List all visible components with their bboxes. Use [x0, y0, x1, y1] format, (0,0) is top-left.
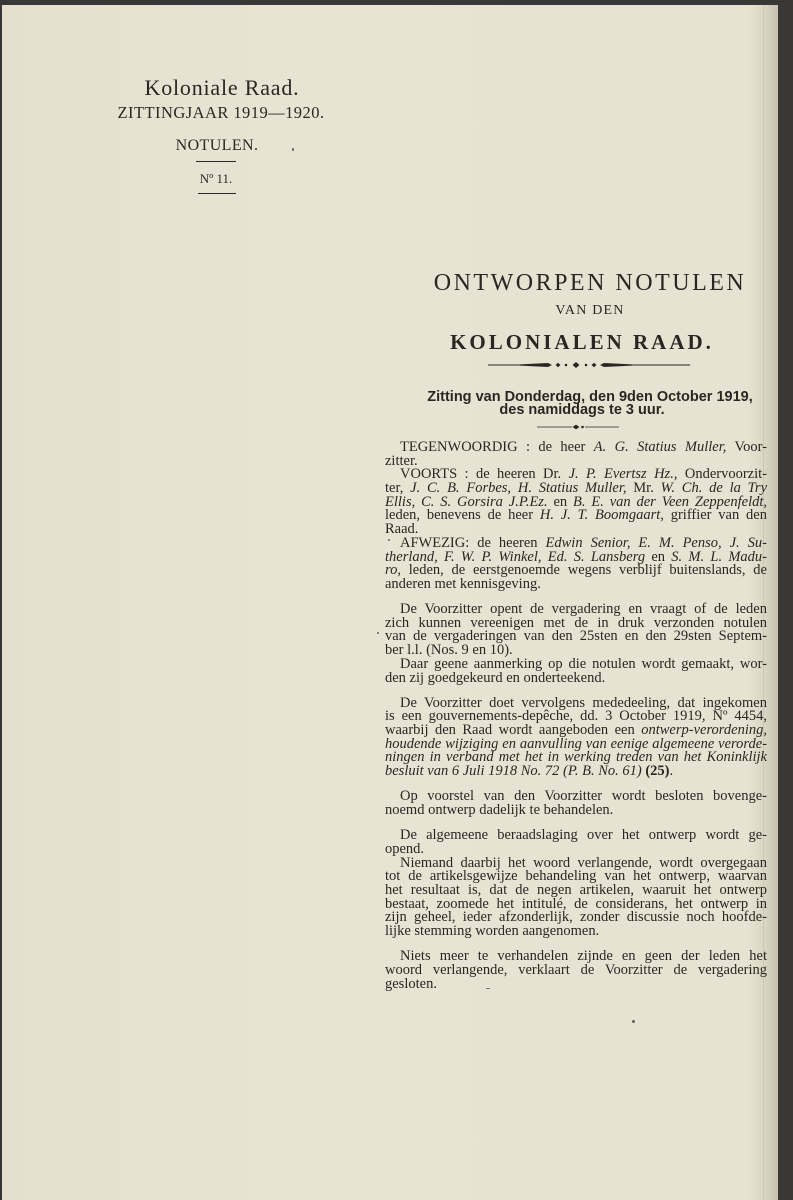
italic-text: therland, F. W. P. Winkel, Ed. S. Lansberg	[385, 548, 646, 565]
ornamental-rule	[486, 359, 692, 371]
text: den zij goedgekeurd en onderteekend.	[385, 669, 606, 686]
minutes-section	[385, 829, 767, 939]
text: woord verlangende, verklaart de Voorzitter de vergadering	[385, 961, 767, 978]
italic-text: ro,	[385, 562, 401, 579]
ornament-diamond	[573, 425, 580, 430]
text: TEGENWOORDIG : de heer	[400, 439, 594, 455]
paragraph	[385, 441, 767, 468]
paragraph	[385, 603, 767, 658]
paragraph	[385, 790, 767, 817]
text-line	[385, 829, 767, 843]
text: Daar geene aanmerking op die notulen wordt gemaakt, wor-	[400, 655, 767, 672]
bold-text: (25)	[645, 763, 670, 780]
text: bestaat, zoomede het intitulé, de considerans, het ontwerp in	[385, 895, 767, 912]
italic-text: W. Ch. de la Try	[660, 480, 768, 497]
text-line	[385, 804, 767, 818]
italic-text: B. E. van der Veen Zeppenfeldt,	[573, 493, 768, 510]
minutes-section	[385, 950, 767, 991]
text: griffier van den	[663, 507, 767, 524]
paragraph	[385, 854, 767, 939]
text-line	[385, 669, 767, 686]
scan-speck	[377, 632, 379, 634]
text: lijke stemming worden aangenomen.	[385, 923, 600, 939]
paragraph	[385, 694, 767, 780]
text: opend.	[385, 840, 425, 857]
text: Mr.	[626, 480, 661, 497]
text: Op voorstel van den Voorzitter wordt besloten bovenge-	[400, 788, 767, 805]
text: zijn geheel, ieder afzonderlijk, zonder discussie noch hoofde-	[385, 909, 767, 926]
text: ter,	[385, 480, 411, 497]
text: zitter.	[385, 452, 418, 469]
small-ornamental-rule	[535, 422, 621, 432]
text-line	[385, 961, 767, 978]
ornament-diamond	[573, 362, 580, 368]
text-line	[385, 975, 767, 992]
text: De Voorzitter opent de vergadering en vraagt of de leden	[400, 601, 767, 618]
text: .	[669, 763, 674, 780]
text: AFWEZIG: de heeren	[400, 534, 546, 551]
text: Niets meer te verhandelen zijnde en geen der leden het	[400, 948, 767, 965]
text: ber l.l. (Nos. 9 en 10).	[385, 642, 513, 659]
text: is een gouvernements-depêche, dd. 3 October 1919, Nº 4454,	[385, 708, 767, 725]
italic-text: S. M. L. Madu-	[671, 548, 767, 565]
italic-text: Edwin Senior, E. M. Penso, J. Su-	[545, 534, 767, 551]
text: gesloten.	[385, 975, 437, 992]
text: noemd ontwerp dadelijk te behandelen.	[385, 802, 614, 818]
minutes-body	[385, 441, 767, 991]
session-date: Zitting van Donderdag, den 9den October 1919,	[427, 389, 753, 405]
text-line	[385, 765, 767, 779]
minutes-section	[385, 441, 767, 592]
text: anderen met kennisgeving.	[385, 575, 541, 592]
header-rule	[196, 161, 236, 162]
council-heading: Koloniale Raad.	[144, 75, 300, 100]
italic-text: ningen in verband met het in werking treden van het Koninklijk	[385, 749, 767, 766]
text: Niemand daarbij het woord verlangende, wordt overgegaan	[400, 854, 767, 871]
italic-text: houdende wijziging en aanvulling van eenige algemeene verorde-	[385, 735, 767, 752]
ornament-diamond	[592, 363, 597, 367]
text-line	[385, 509, 767, 523]
ornament-dot	[565, 364, 568, 367]
council-title: KOLONIALEN RAAD.	[450, 330, 714, 354]
text: Ondervoorzit-	[677, 466, 767, 483]
text-line	[385, 925, 767, 939]
italic-text: Ellis, C. S. Gorsira J.P.Ez.	[385, 493, 548, 510]
ornament-dot	[585, 364, 588, 367]
text: Voor-	[726, 439, 767, 455]
ornament-wedge-right	[600, 363, 632, 367]
text: De Voorzitter doet vervolgens mededeeling, dat ingekomen	[400, 694, 767, 711]
text-line	[385, 575, 767, 592]
ornament-diamond	[556, 363, 561, 367]
paragraph	[385, 829, 767, 856]
text: en	[645, 548, 672, 565]
text: en	[547, 493, 573, 510]
text: leden, de eerstgenoemde wegens verblijf buitenslands, de	[400, 562, 767, 579]
minutes-section	[385, 603, 767, 685]
section-label: NOTULEN.	[175, 137, 259, 154]
scan-speck	[632, 1020, 635, 1023]
session-year: ZITTINGJAAR 1919—1920.	[117, 103, 325, 122]
paragraph	[385, 655, 767, 686]
paragraph	[385, 534, 767, 592]
text-line	[385, 441, 767, 455]
text: van de vergaderingen van den 25sten en den 29sten Septem-	[385, 628, 767, 645]
text: het resultaat is, dat de negen artikelen, waaruit het ontwerp	[385, 881, 767, 898]
italic-text: besluit van 6 Juli 1918 No. 72 (P. B. No. 61)	[385, 763, 642, 780]
session-time: des namiddags te 3 uur.	[499, 402, 665, 418]
minutes-section	[385, 694, 767, 780]
header-rule	[198, 193, 236, 194]
title-connector: VAN DEN	[555, 303, 625, 318]
ornament-dot	[581, 426, 584, 429]
text: waarbij den Raad wordt aangeboden een	[385, 722, 642, 739]
ornament-wedge-left	[520, 363, 552, 367]
italic-text: J. C. B. Forbes, H. Statius Muller,	[410, 480, 627, 497]
italic-text: ontwerp-verordening,	[641, 722, 767, 739]
minutes-section	[385, 790, 767, 817]
text: Raad.	[385, 521, 419, 538]
text: De algemeene beraadslaging over het ontwerp wordt ge-	[400, 827, 767, 844]
paragraph	[385, 468, 767, 536]
paragraph	[385, 950, 767, 991]
text: zich kunnen vereenigen met de in druk verzonden notulen	[385, 614, 767, 631]
minutes-number: Nº 11.	[199, 171, 233, 186]
italic-text: J. P. Evertsz Hz.,	[568, 466, 678, 483]
italic-text: A. G. Statius Muller,	[593, 439, 727, 455]
text: leden, benevens de heer	[385, 507, 540, 524]
text: tot de artikelsgewijze behandeling van het ontwerp, waarvan	[385, 868, 767, 885]
document-title: ONTWORPEN NOTULEN	[433, 270, 747, 296]
italic-text: H. J. T. Boomgaart,	[539, 507, 664, 524]
text: VOORTS : de heeren Dr.	[400, 466, 569, 483]
scan-speck	[292, 148, 294, 151]
